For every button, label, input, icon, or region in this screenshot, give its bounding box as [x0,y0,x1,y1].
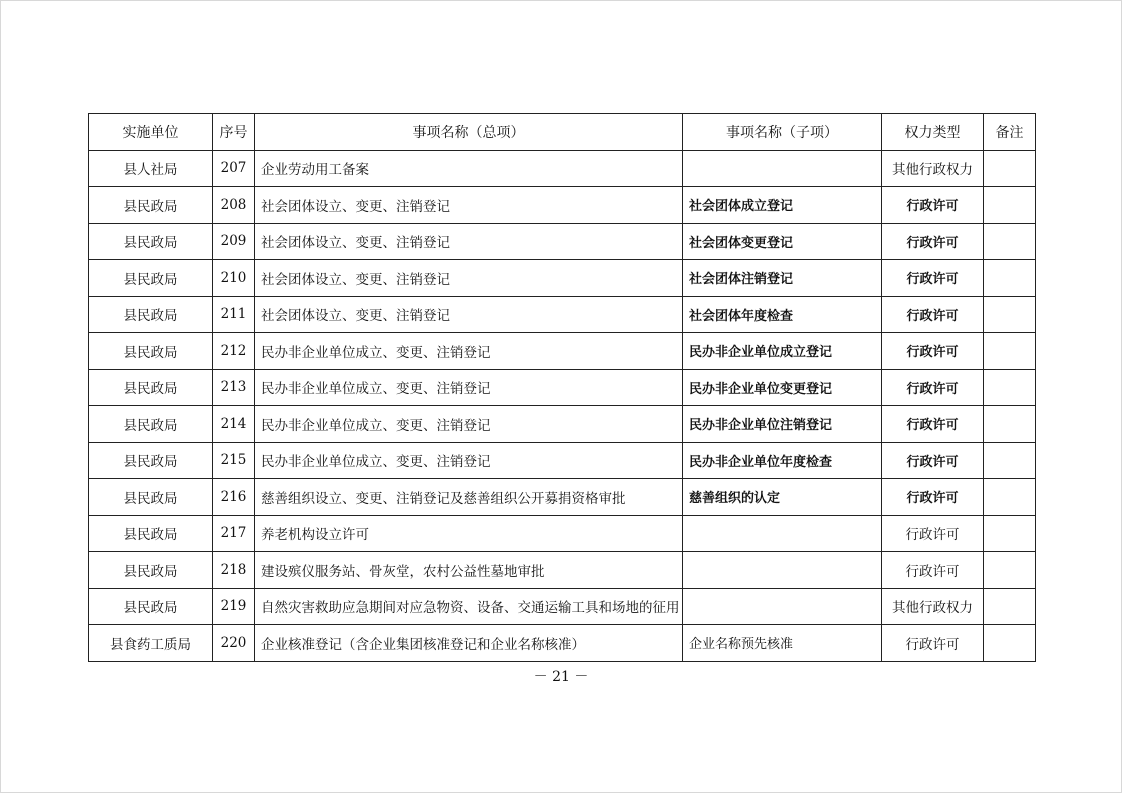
cell-main-item: 自然灾害救助应急期间对应急物资、设备、交通运输工具和场地的征用 [255,588,683,625]
cell-sub-item: 慈善组织的认定 [683,479,882,516]
cell-unit: 县民政局 [89,406,213,443]
table-row [89,588,1036,625]
cell-remarks [984,333,1036,370]
cell-main-item: 企业劳动用工备案 [255,150,683,187]
cell-number: 219 [213,588,255,625]
cell-power-type: 行政许可 [882,479,984,516]
header-number: 序号 [213,114,255,151]
cell-sub-item: 民办非企业单位变更登记 [683,369,882,406]
cell-sub-item: 企业名称预先核准 [683,625,882,662]
cell-number: 213 [213,369,255,406]
table-body [89,150,1036,661]
cell-number: 209 [213,223,255,260]
cell-number: 216 [213,479,255,516]
cell-sub-item [683,150,882,187]
cell-power-type: 行政许可 [882,260,984,297]
cell-number: 211 [213,296,255,333]
cell-power-type: 行政许可 [882,625,984,662]
page-number: － 21 － [533,669,589,685]
cell-main-item: 社会团体设立、变更、注销登记 [255,260,683,297]
cell-number: 217 [213,515,255,552]
table-row [89,442,1036,479]
cell-power-type: 行政许可 [882,515,984,552]
cell-unit: 县民政局 [89,333,213,370]
cell-sub-item: 社会团体成立登记 [683,187,882,224]
cell-unit: 县民政局 [89,296,213,333]
cell-sub-item [683,515,882,552]
table-row [89,406,1036,443]
cell-remarks [984,442,1036,479]
table-row [89,625,1036,662]
cell-sub-item [683,552,882,589]
cell-main-item: 民办非企业单位成立、变更、注销登记 [255,442,683,479]
cell-unit: 县人社局 [89,150,213,187]
cell-sub-item: 民办非企业单位成立登记 [683,333,882,370]
cell-remarks [984,625,1036,662]
cell-main-item: 民办非企业单位成立、变更、注销登记 [255,406,683,443]
header-power-type: 权力类型 [882,114,984,151]
cell-remarks [984,296,1036,333]
cell-sub-item: 社会团体变更登记 [683,223,882,260]
cell-main-item: 社会团体设立、变更、注销登记 [255,187,683,224]
cell-remarks [984,369,1036,406]
table-row [89,187,1036,224]
cell-unit: 县民政局 [89,479,213,516]
header-unit: 实施单位 [89,114,213,151]
cell-remarks [984,187,1036,224]
administrative-items-table [88,113,1036,662]
table-row [89,260,1036,297]
cell-number: 220 [213,625,255,662]
cell-unit: 县民政局 [89,588,213,625]
cell-unit: 县食药工质局 [89,625,213,662]
cell-remarks [984,150,1036,187]
cell-remarks [984,515,1036,552]
cell-power-type: 行政许可 [882,442,984,479]
cell-power-type: 行政许可 [882,552,984,589]
cell-power-type: 行政许可 [882,333,984,370]
cell-unit: 县民政局 [89,552,213,589]
cell-sub-item: 社会团体年度检查 [683,296,882,333]
cell-power-type: 其他行政权力 [882,150,984,187]
cell-unit: 县民政局 [89,369,213,406]
cell-power-type: 行政许可 [882,406,984,443]
cell-power-type: 行政许可 [882,187,984,224]
cell-main-item: 建设殡仪服务站、骨灰堂，农村公益性墓地审批 [255,552,683,589]
cell-number: 215 [213,442,255,479]
cell-power-type: 行政许可 [882,296,984,333]
header-sub-item: 事项名称（子项） [683,114,882,151]
cell-remarks [984,479,1036,516]
cell-remarks [984,260,1036,297]
cell-number: 218 [213,552,255,589]
cell-number: 207 [213,150,255,187]
cell-main-item: 社会团体设立、变更、注销登记 [255,296,683,333]
cell-sub-item [683,588,882,625]
cell-unit: 县民政局 [89,260,213,297]
cell-number: 212 [213,333,255,370]
cell-main-item: 养老机构设立许可 [255,515,683,552]
table-row [89,223,1036,260]
cell-main-item: 企业核准登记（含企业集团核准登记和企业名称核准） [255,625,683,662]
cell-sub-item: 民办非企业单位注销登记 [683,406,882,443]
cell-remarks [984,588,1036,625]
cell-power-type: 行政许可 [882,223,984,260]
table-row [89,369,1036,406]
cell-power-type: 其他行政权力 [882,588,984,625]
table-row [89,515,1036,552]
cell-remarks [984,406,1036,443]
cell-number: 208 [213,187,255,224]
cell-main-item: 民办非企业单位成立、变更、注销登记 [255,369,683,406]
table-row [89,296,1036,333]
table-row [89,333,1036,370]
cell-power-type: 行政许可 [882,369,984,406]
table-row [89,552,1036,589]
cell-remarks [984,223,1036,260]
table-row [89,150,1036,187]
cell-sub-item: 民办非企业单位年度检查 [683,442,882,479]
cell-main-item: 慈善组织设立、变更、注销登记及慈善组织公开募捐资格审批 [255,479,683,516]
cell-unit: 县民政局 [89,187,213,224]
cell-number: 210 [213,260,255,297]
cell-sub-item: 社会团体注销登记 [683,260,882,297]
cell-main-item: 社会团体设立、变更、注销登记 [255,223,683,260]
table-header-row [89,114,1036,151]
header-remarks: 备注 [984,114,1036,151]
cell-unit: 县民政局 [89,223,213,260]
cell-number: 214 [213,406,255,443]
header-main-item: 事项名称（总项） [255,114,683,151]
cell-unit: 县民政局 [89,515,213,552]
cell-main-item: 民办非企业单位成立、变更、注销登记 [255,333,683,370]
table-row [89,479,1036,516]
cell-unit: 县民政局 [89,442,213,479]
cell-remarks [984,552,1036,589]
